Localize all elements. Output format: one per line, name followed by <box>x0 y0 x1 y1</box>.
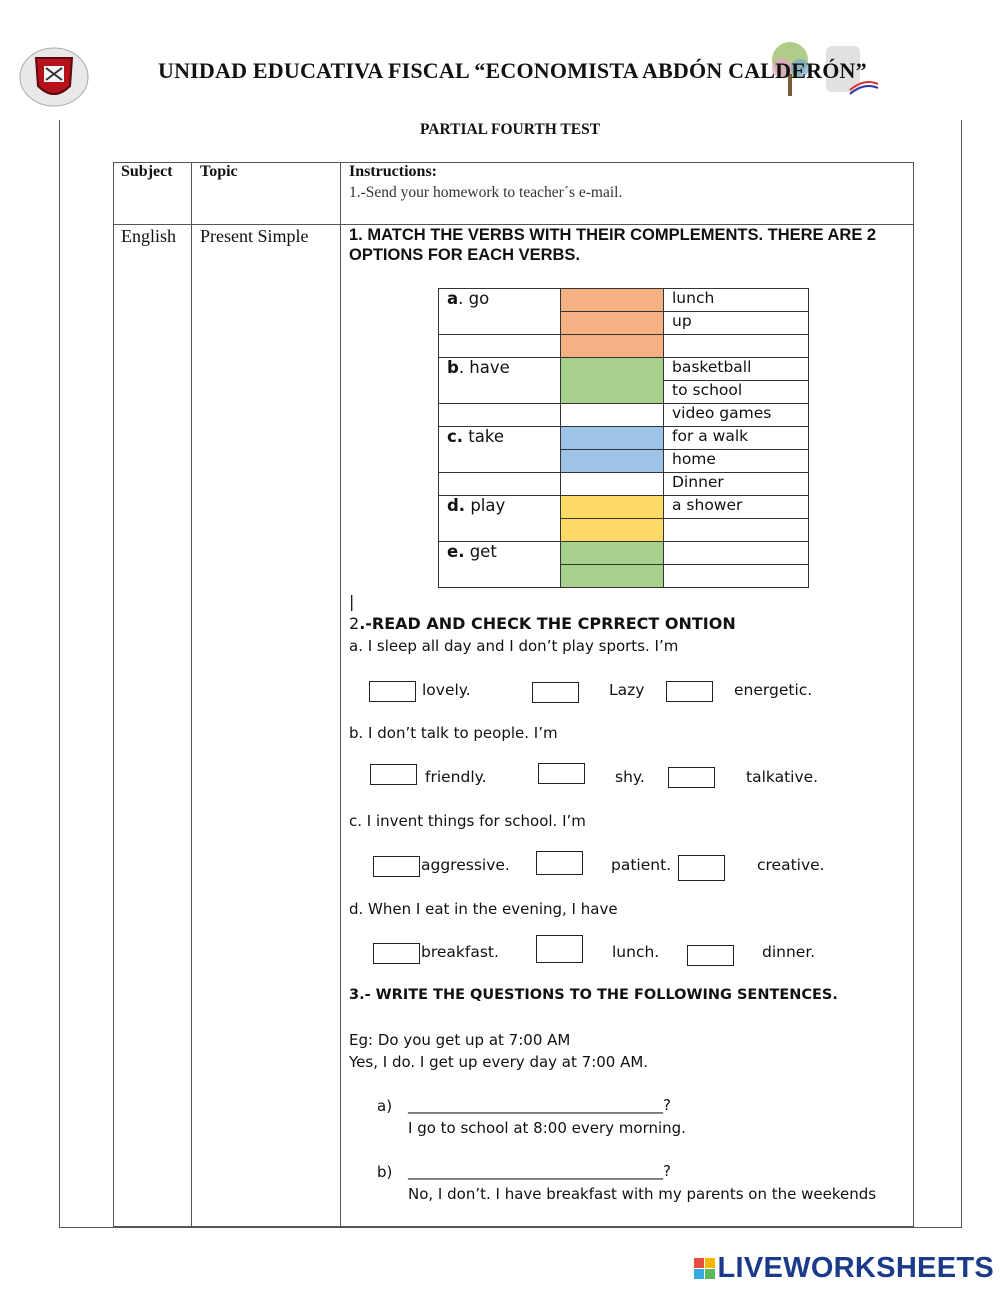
drop-zone-get-1[interactable] <box>561 542 664 565</box>
item-b-answer: No, I don’t. I have breakfast with my parents on the weekends <box>408 1185 877 1203</box>
option-to-school[interactable]: to school <box>664 381 809 404</box>
verb-play: d. play <box>439 496 561 542</box>
option-lunch[interactable]: lunch <box>664 289 809 312</box>
empty-cell <box>439 473 561 496</box>
option-creative: creative. <box>757 856 825 874</box>
section2-title-text: .-READ AND CHECK THE CPRRECT ONTION <box>359 614 736 633</box>
empty-cell <box>439 335 561 358</box>
verb-take: c. take <box>439 427 561 473</box>
empty-option <box>664 565 809 588</box>
section3-title: 3.- WRITE THE QUESTIONS TO THE FOLLOWING SENTENCES. <box>349 987 838 1003</box>
question-b: b. I don’t talk to people. I’m <box>349 724 558 742</box>
option-aggressive: aggressive. <box>421 856 510 874</box>
checkbox-friendly[interactable] <box>370 764 417 785</box>
match-table <box>438 288 809 588</box>
checkbox-lazy[interactable] <box>532 682 579 703</box>
section2-number: 2 <box>349 614 360 633</box>
drop-zone-take-2[interactable] <box>561 450 664 473</box>
verb-go: a. go <box>439 289 561 335</box>
frame-left <box>59 120 60 1228</box>
header-subject: Subject <box>121 163 173 180</box>
checkbox-breakfast[interactable] <box>373 943 420 964</box>
option-breakfast: breakfast. <box>421 943 499 961</box>
table-col-3 <box>913 162 914 1227</box>
empty-option <box>664 542 809 565</box>
option-a-shower[interactable]: a shower <box>664 496 809 519</box>
header-instructions: Instructions: <box>349 163 438 180</box>
option-lovely: lovely. <box>422 681 471 699</box>
item-a-blank[interactable]: __________________________________? <box>408 1096 671 1114</box>
frame-bottom <box>59 1227 962 1228</box>
option-video-games[interactable]: video games <box>664 404 809 427</box>
option-home[interactable]: home <box>664 450 809 473</box>
verb-have: b. have <box>439 358 561 404</box>
section1-title: 1. MATCH THE VERBS WITH THEIR COMPLEMENTS. THERE ARE 2 OPTIONS FOR EACH VERBS. <box>349 226 877 264</box>
checkbox-energetic[interactable] <box>666 681 713 702</box>
option-dinner-q: dinner. <box>762 943 816 961</box>
option-basketball[interactable]: basketball <box>664 358 809 381</box>
table-bottom <box>113 1226 914 1227</box>
drop-zone-play-2[interactable] <box>561 519 664 542</box>
liveworksheets-logo <box>694 1252 995 1285</box>
lws-brand: LIVEWORKSHEETS <box>717 1252 994 1284</box>
drop-zone-go-2[interactable] <box>561 312 664 335</box>
checkbox-talkative[interactable] <box>668 767 715 788</box>
table-col-2 <box>340 162 341 1227</box>
option-friendly: friendly. <box>425 768 487 786</box>
question-a: a. I sleep all day and I don’t play sports. I’m <box>349 637 679 655</box>
empty-option <box>664 335 809 358</box>
table-col-1 <box>191 162 192 1227</box>
example-question: Eg: Do you get up at 7:00 AM <box>349 1031 571 1049</box>
checkbox-dinner[interactable] <box>687 945 734 966</box>
checkbox-shy[interactable] <box>538 763 585 784</box>
item-a-label: a) <box>377 1097 393 1115</box>
drop-zone-get-2[interactable] <box>561 565 664 588</box>
checkbox-lovely[interactable] <box>369 681 416 702</box>
section2-title <box>349 614 736 633</box>
option-dinner[interactable]: Dinner <box>664 473 809 496</box>
empty-cell <box>439 404 561 427</box>
question-d: d. When I eat in the evening, I have <box>349 900 618 918</box>
lws-icon <box>694 1258 715 1279</box>
option-up[interactable]: up <box>664 312 809 335</box>
example-answer: Yes, I do. I get up every day at 7:00 AM. <box>349 1053 649 1071</box>
checkbox-creative[interactable] <box>678 855 725 881</box>
school-crest-logo <box>18 46 90 108</box>
checkbox-lunch[interactable] <box>536 935 583 963</box>
item-b-label: b) <box>377 1163 393 1181</box>
question-c: c. I invent things for school. I’m <box>349 812 586 830</box>
checkbox-patient[interactable] <box>536 851 583 875</box>
drop-zone-have[interactable] <box>561 358 664 404</box>
option-lunch-q: lunch. <box>612 943 660 961</box>
option-energetic: energetic. <box>734 681 813 699</box>
item-a-answer: I go to school at 8:00 every morning. <box>408 1119 686 1137</box>
test-title: PARTIAL FOURTH TEST <box>419 121 601 138</box>
subject-value: English <box>121 226 177 246</box>
drop-zone-go-3[interactable] <box>561 335 664 358</box>
item-b-blank[interactable]: __________________________________? <box>408 1162 671 1180</box>
frame-right <box>961 120 962 1228</box>
text-cursor: | <box>349 592 355 611</box>
option-patient: patient. <box>611 856 672 874</box>
option-lazy: Lazy <box>609 681 645 699</box>
option-for-a-walk[interactable]: for a walk <box>664 427 809 450</box>
empty-cell <box>561 404 664 427</box>
checkbox-aggressive[interactable] <box>373 856 420 877</box>
instruction-1: 1.-Send your homework to teacher´s e-mail. <box>349 184 623 201</box>
drop-zone-take-1[interactable] <box>561 427 664 450</box>
empty-cell <box>561 473 664 496</box>
header-topic: Topic <box>200 163 238 180</box>
drop-zone-play-1[interactable] <box>561 496 664 519</box>
school-name: UNIDAD EDUCATIVA FISCAL “ECONOMISTA ABDÓN CALDERÓN” <box>158 58 867 83</box>
table-col-0 <box>113 162 114 1227</box>
empty-option <box>664 519 809 542</box>
topic-value: Present Simple <box>200 226 309 246</box>
option-talkative: talkative. <box>746 768 819 786</box>
drop-zone-go-1[interactable] <box>561 289 664 312</box>
option-shy: shy. <box>615 768 645 786</box>
verb-get: e. get <box>439 542 561 588</box>
